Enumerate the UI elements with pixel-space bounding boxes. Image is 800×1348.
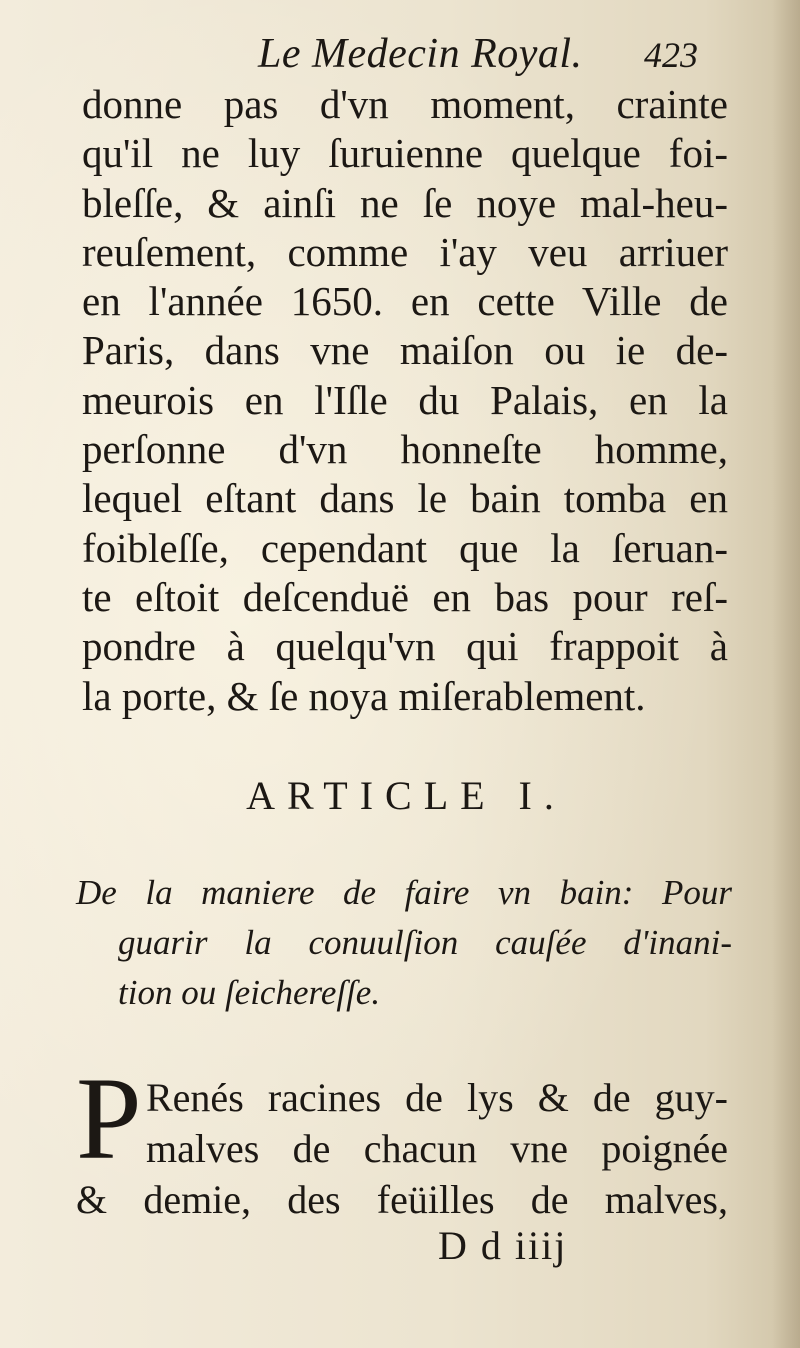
- body-line: bleſſe, & ainſi ne ſe noye mal-heu-: [82, 179, 728, 226]
- drop-cap: P: [76, 1053, 142, 1184]
- body-line: donne pas d'vn moment, crainte: [82, 81, 728, 127]
- recipe-line: malves de chacun vne poignée: [146, 1126, 728, 1171]
- body-line: meurois en l'Iſle du Palais, en la: [82, 376, 728, 423]
- body-line: qu'il ne luy ſuruienne quelque foi-: [82, 130, 728, 177]
- body-text: [82, 80, 728, 721]
- subtitle-line: De la maniere de faire vn bain: Pour: [76, 873, 732, 912]
- article-subtitle: [76, 868, 732, 1018]
- body-line: te eſtoit deſcenduë en bas pour reſ-: [82, 573, 728, 620]
- body-line: en l'année 1650. en cette Ville de: [82, 278, 728, 325]
- signature-mark: D d iiij: [438, 1223, 568, 1268]
- body-line: perſonne d'vn honneſte homme,: [82, 426, 728, 473]
- recipe-line: Renés racines de lys & de guy-: [146, 1075, 728, 1120]
- running-title: Le Medecin Royal.: [258, 31, 583, 77]
- page-edge-shadow: [772, 0, 800, 1348]
- body-line: la porte, & ſe noya miſerablement.: [82, 672, 646, 719]
- recipe-paragraph: [76, 1053, 728, 1228]
- subtitle-line: tion ou ſeichereſſe.: [118, 973, 381, 1012]
- page-number: 423: [644, 35, 698, 75]
- body-line: pondre à quelqu'vn qui frappoit à: [82, 623, 728, 670]
- article-heading: ARTICLE I.: [246, 773, 566, 818]
- recipe-line: & demie, des feüilles de malves,: [76, 1177, 728, 1222]
- body-line: foibleſſe, cependant que la ſeruan-: [82, 524, 728, 571]
- subtitle-line: guarir la conuulſion cauſée d'inani-: [118, 923, 732, 962]
- body-line: lequel eſtant dans le bain tomba en: [82, 475, 728, 522]
- body-line: Paris, dans vne maiſon ou ie de-: [82, 327, 728, 374]
- body-line: reuſement, comme i'ay veu arriuer: [82, 228, 728, 275]
